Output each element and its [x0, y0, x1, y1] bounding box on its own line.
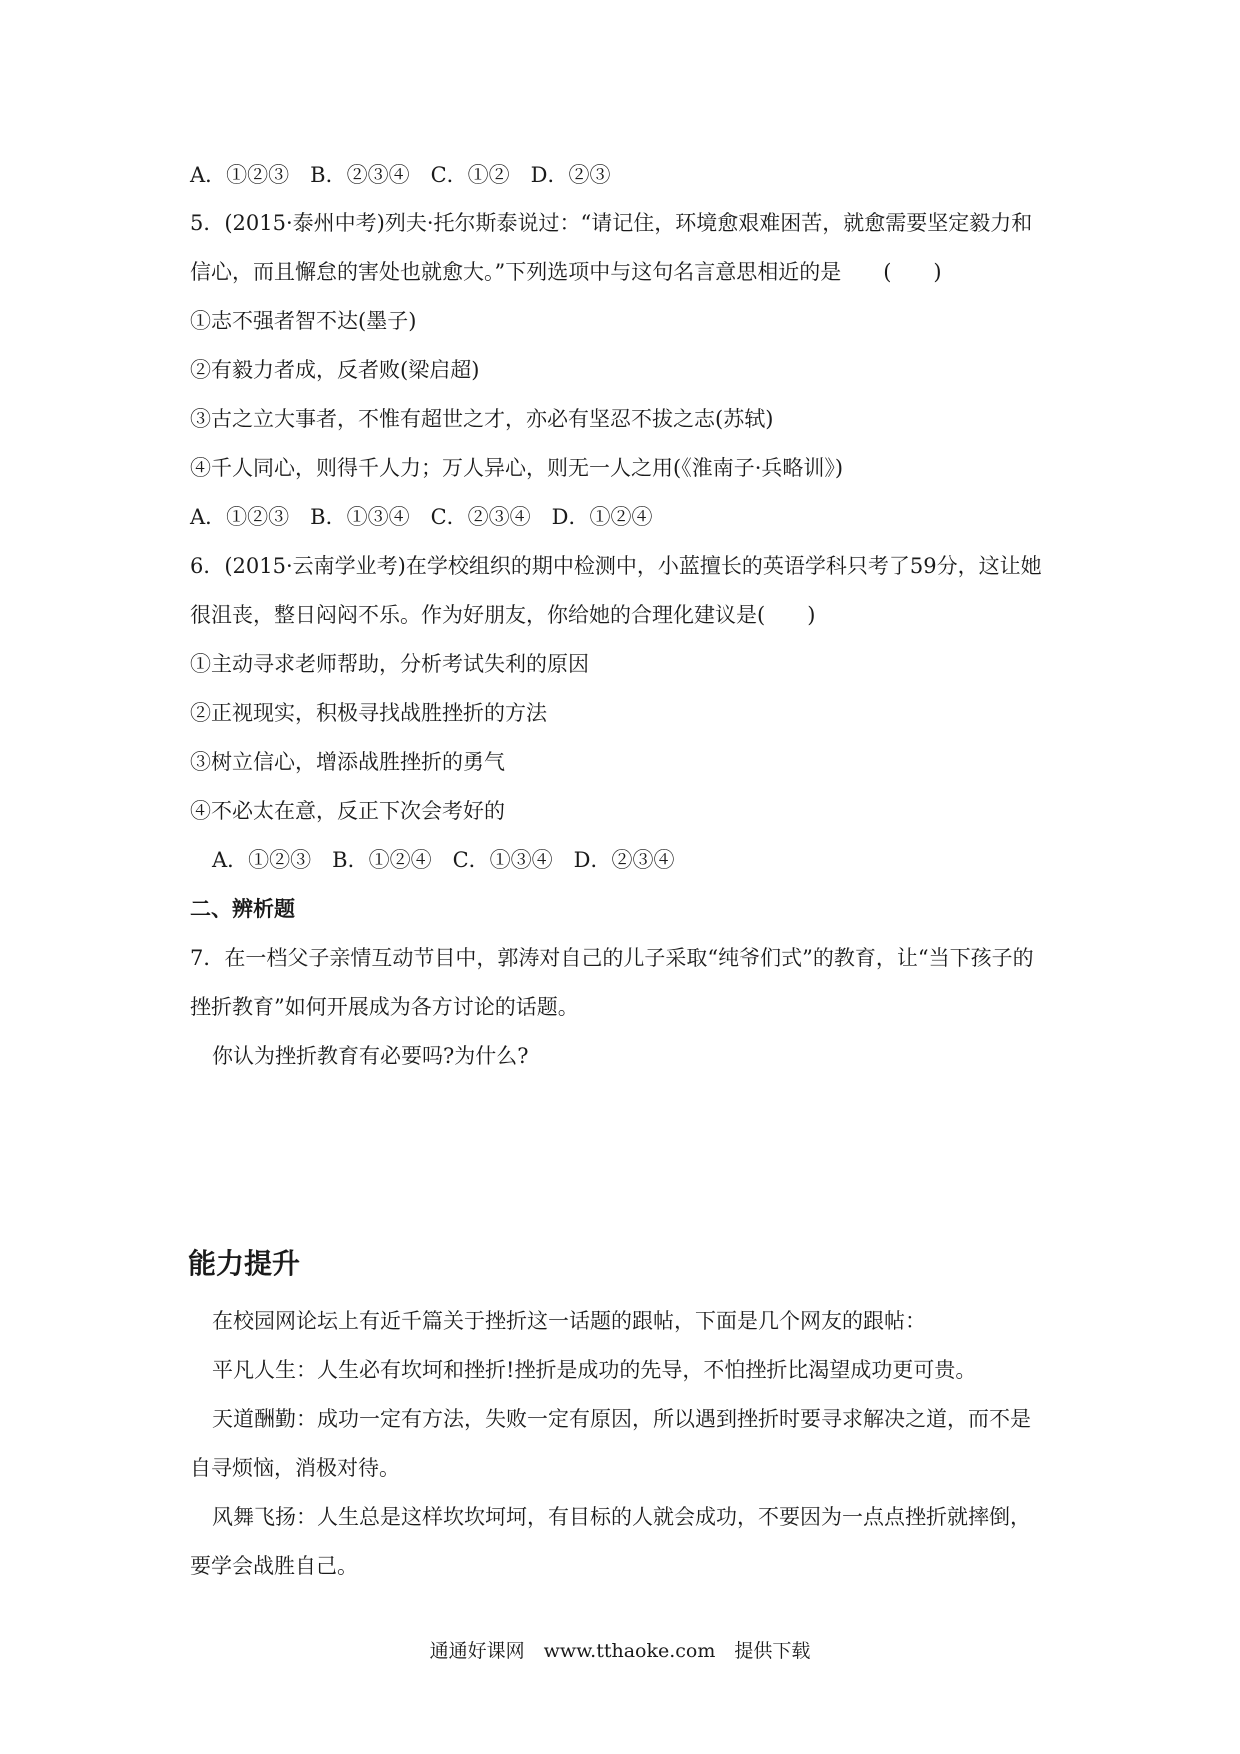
- q5-stem-line2: 信心，而且懈怠的害处也就愈大。”下列选项中与这句名言意思相近的是 ( ): [190, 260, 942, 284]
- q5-stem-line1: 5．(2015·泰州中考)列夫·托尔斯泰说过：“请记住，环境愈艰难困苦，就愈需要坚定毅力和: [190, 211, 1033, 235]
- forum-post-2-line2: 自寻烦恼，消极对待。: [190, 1456, 400, 1480]
- q4-options: A．①②③ B．②③④ C．①② D．②③: [190, 163, 611, 187]
- q6-item-4: ④不必太在意，反正下次会考好的: [190, 799, 505, 823]
- q6-options: A．①②③ B．①②④ C．①③④ D．②③④: [212, 848, 675, 872]
- page-footer: 通通好课网 www.tthaoke.com 提供下载: [429, 1640, 811, 1662]
- q5-item-1: ①志不强者智不达(墨子): [190, 309, 417, 333]
- ability-intro: 在校园网论坛上有近千篇关于挫折这一话题的跟帖，下面是几个网友的跟帖：: [212, 1309, 926, 1333]
- q5-item-4: ④千人同心，则得千人力；万人异心，则无一人之用(《淮南子·兵略训》): [190, 456, 844, 480]
- q7-question: 你认为挫折教育有必要吗?为什么?: [212, 1044, 529, 1068]
- forum-post-2-line1: 天道酬勤：成功一定有方法，失败一定有原因，所以遇到挫折时要寻求解决之道，而不是: [212, 1407, 1031, 1431]
- ability-heading: 能力提升: [188, 1247, 301, 1280]
- q6-stem-line2: 很沮丧，整日闷闷不乐。作为好朋友，你给她的合理化建议是( ): [190, 603, 816, 627]
- q5-options: A．①②③ B．①③④ C．②③④ D．①②④: [190, 505, 653, 529]
- q5-item-3: ③古之立大事者，不惟有超世之才，亦必有坚忍不拔之志(苏轼): [190, 407, 774, 431]
- section-2-title: 二、辨析题: [190, 897, 295, 921]
- q7-stem-line2: 挫折教育”如何开展成为各方讨论的话题。: [190, 995, 579, 1019]
- q7-stem-line1: 7．在一档父子亲情互动节目中，郭涛对自己的儿子采取“纯爷们式”的教育，让“当下孩子的: [190, 946, 1034, 970]
- q6-item-3: ③树立信心，增添战胜挫折的勇气: [190, 750, 505, 774]
- forum-post-3-line1: 风舞飞扬：人生总是这样坎坎坷坷，有目标的人就会成功，不要因为一点点挫折就摔倒，: [212, 1505, 1031, 1529]
- forum-post-1: 平凡人生：人生必有坎坷和挫折!挫折是成功的先导，不怕挫折比渴望成功更可贵。: [212, 1358, 977, 1382]
- q6-stem-line1: 6．(2015·云南学业考)在学校组织的期中检测中，小蓝擅长的英语学科只考了59分，这让她: [190, 554, 1042, 578]
- q5-item-2: ②有毅力者成，反者败(梁启超): [190, 358, 480, 382]
- forum-post-3-line2: 要学会战胜自己。: [190, 1554, 358, 1578]
- q6-item-1: ①主动寻求老师帮助，分析考试失利的原因: [190, 652, 589, 676]
- q6-item-2: ②正视现实，积极寻找战胜挫折的方法: [190, 701, 547, 725]
